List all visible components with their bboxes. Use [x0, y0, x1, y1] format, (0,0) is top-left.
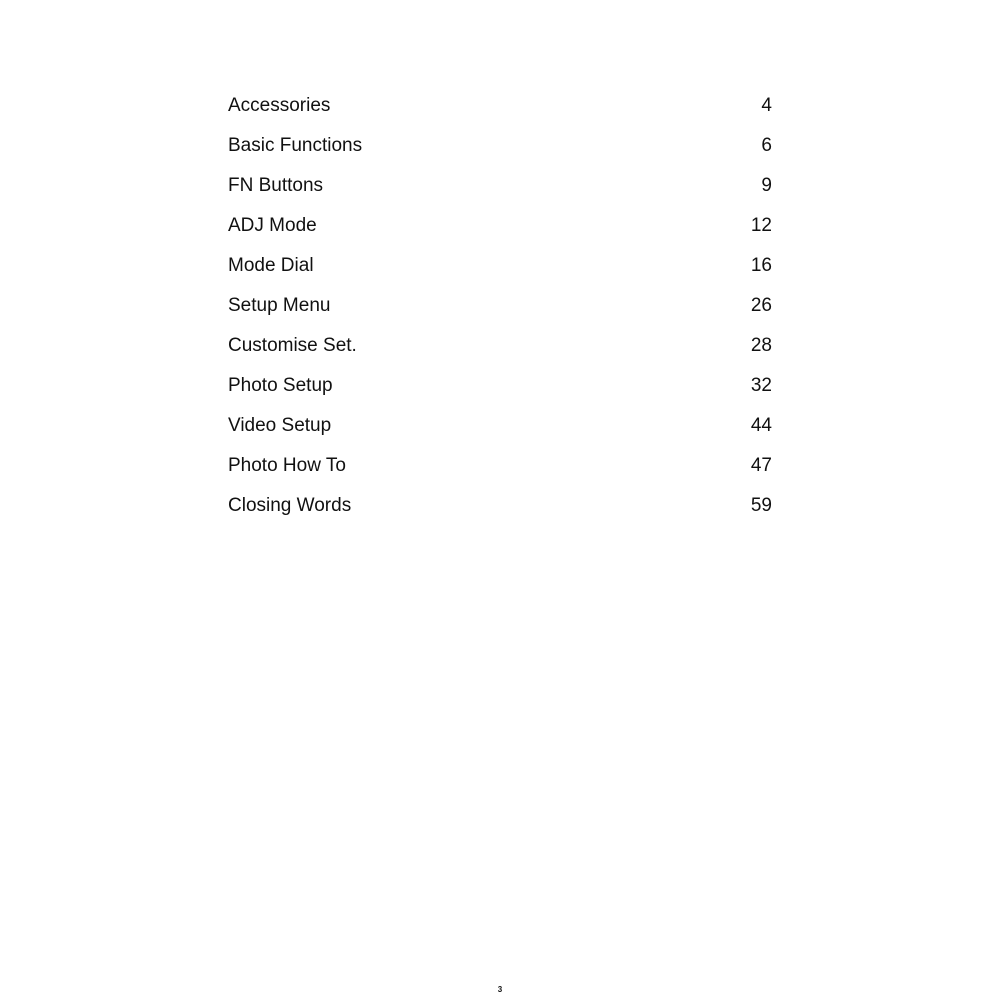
table-of-contents — [228, 86, 772, 526]
toc-entry-page: 32 — [750, 375, 772, 396]
toc-entry-photo-how-to[interactable] — [228, 446, 772, 486]
toc-entry-page: 28 — [750, 335, 772, 356]
toc-entry-video-setup[interactable] — [228, 406, 772, 446]
toc-entry-customise-set[interactable] — [228, 326, 772, 366]
toc-entry-photo-setup[interactable] — [228, 366, 772, 406]
toc-entry-page: 6 — [761, 135, 772, 156]
toc-entry-fn-buttons[interactable] — [228, 166, 772, 206]
toc-entry-title: Customise Set. — [228, 335, 357, 356]
toc-entry-page: 26 — [750, 295, 772, 316]
page-number: 3 — [497, 985, 503, 994]
toc-entry-title: Basic Functions — [228, 135, 363, 156]
toc-entry-title: FN Buttons — [228, 175, 324, 196]
toc-entry-title: Closing Words — [228, 495, 352, 516]
toc-entry-title: Video Setup — [228, 415, 332, 436]
toc-entry-title: Setup Menu — [228, 295, 331, 316]
toc-entry-page: 44 — [750, 415, 772, 436]
toc-entry-title: Photo How To — [228, 455, 346, 476]
toc-entry-basic-functions[interactable] — [228, 126, 772, 166]
toc-entry-setup-menu[interactable] — [228, 286, 772, 326]
toc-entry-page: 16 — [750, 255, 772, 276]
toc-entry-title: Photo Setup — [228, 375, 333, 396]
toc-entry-title: Accessories — [228, 95, 331, 116]
toc-entry-page: 59 — [750, 495, 772, 516]
toc-entry-page: 12 — [750, 215, 772, 236]
toc-entry-closing-words[interactable] — [228, 486, 772, 526]
toc-entry-mode-dial[interactable] — [228, 246, 772, 286]
toc-entry-page: 47 — [750, 455, 772, 476]
toc-entry-accessories[interactable] — [228, 86, 772, 126]
toc-entry-page: 4 — [761, 95, 772, 116]
toc-entry-adj-mode[interactable] — [228, 206, 772, 246]
toc-entry-page: 9 — [761, 175, 772, 196]
toc-entry-title: Mode Dial — [228, 255, 314, 276]
toc-entry-title: ADJ Mode — [228, 215, 317, 236]
